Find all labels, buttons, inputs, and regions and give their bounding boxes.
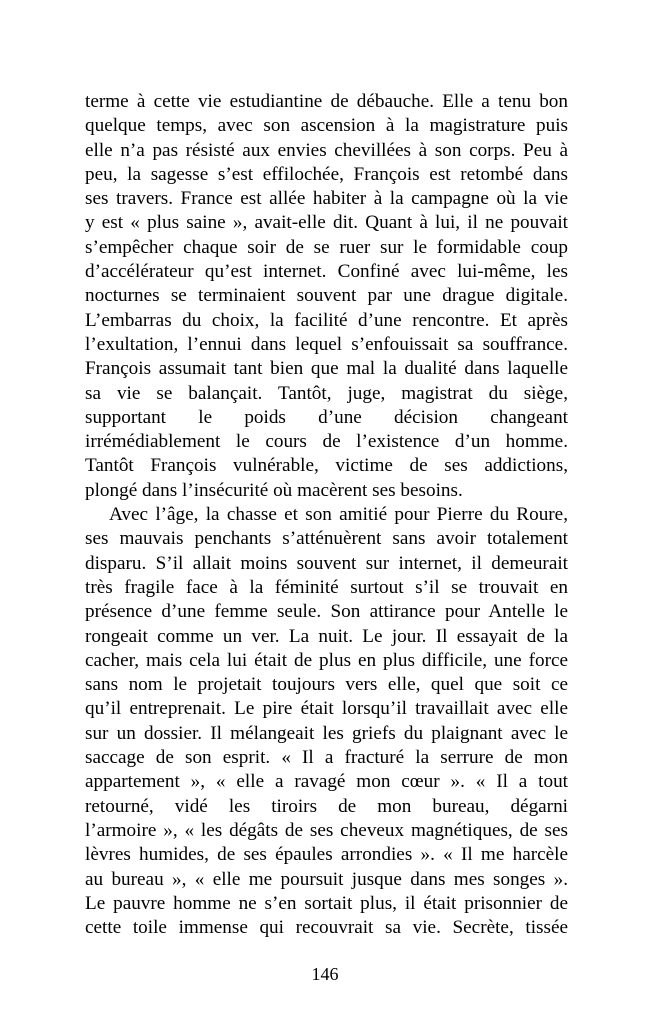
text-line: plongé dans l’insécurité où macèrent ses besoins.	[85, 479, 463, 501]
text-line: sa vie se balançait. Tantôt, juge, magistrat du siège,	[85, 382, 568, 404]
text-line: au bureau », « elle me poursuit jusque dans mes songes ».	[85, 868, 568, 890]
text-line: terme à cette vie estudiantine de débauche. Elle a tenu bon	[85, 91, 568, 112]
text-line: l’armoire », « les dégâts de ses cheveux magnétiques, de ses	[85, 819, 568, 841]
text-line: présence d’une femme seule. Son attirance pour Antelle le	[85, 601, 568, 623]
text-line: retourné, vidé les tiroirs de mon bureau, dégarni	[85, 795, 568, 817]
text-line: très fragile face à la féminité surtout s’il se trouvait en	[85, 576, 568, 598]
text-line: Tantôt François vulnérable, victime de ses addictions,	[85, 455, 568, 477]
text-line: L’embarras du choix, la facilité d’une rencontre. Et après	[85, 309, 568, 331]
text-line: ses travers. France est allée habiter à la campagne où la vie	[85, 188, 568, 210]
text-line: nocturnes se terminaient souvent par une drague digitale.	[85, 285, 568, 307]
text-line: disparu. S’il allait moins souvent sur internet, il demeurait	[85, 552, 568, 574]
text-line: ses mauvais penchants s’atténuèrent sans avoir totalement	[85, 528, 568, 550]
text-line: irrémédiablement le cours de l’existence d’un homme.	[85, 431, 568, 453]
text-line: peu, la sagesse s’est effilochée, François est retombé dans	[85, 163, 568, 185]
text-line: cette toile immense qui recouvrait sa vie. Secrète, tissée	[85, 917, 568, 939]
text-line: d’accélérateur qu’est internet. Confiné avec lui-même, les	[85, 261, 568, 283]
text-line: quelque temps, avec son ascension à la magistrature puis	[85, 115, 568, 137]
text-line: s’empêcher chaque soir de se ruer sur le formidable coup	[85, 236, 568, 258]
text-line: y est « plus saine », avait-elle dit. Quant à lui, il ne pouvait	[85, 212, 568, 234]
text-line: sur un dossier. Il mélangeait les griefs du plaignant avec le	[85, 722, 568, 744]
page-number: 146	[311, 964, 339, 984]
text-line: François assumait tant bien que mal la dualité dans laquelle	[85, 358, 568, 380]
text-line: appartement », « elle a ravagé mon cœur ». « Il a tout	[85, 771, 568, 793]
text-line: l’exultation, l’ennui dans lequel s’enfouissait sa souffrance.	[85, 333, 568, 355]
text-line: saccage de son esprit. « Il a fracturé la serrure de mon	[85, 747, 568, 769]
text-line: supportant le poids d’une décision changeant	[85, 406, 568, 428]
text-line: Le pauvre homme ne s’en sortait plus, il était prisonnier de	[85, 892, 568, 914]
page-body-text	[85, 90, 568, 940]
paragraph	[85, 90, 568, 503]
text-line: sans nom le projetait toujours vers elle, quel que soit ce	[85, 674, 568, 696]
text-line: cacher, mais cela lui était de plus en plus difficile, une force	[85, 649, 568, 671]
paragraph	[85, 503, 568, 940]
text-line: Avec l’âge, la chasse et son amitié pour Pierre du Roure,	[109, 504, 568, 526]
text-line: qu’il entreprenait. Le pire était lorsqu’il travaillait avec elle	[85, 698, 568, 720]
text-line: lèvres humides, de ses épaules arrondies ». « Il me harcèle	[85, 844, 568, 866]
text-line: rongeait comme un ver. La nuit. Le jour. Il essayait de la	[85, 625, 568, 647]
text-line: elle n’a pas résisté aux envies chevillées à son corps. Peu à	[85, 139, 568, 161]
